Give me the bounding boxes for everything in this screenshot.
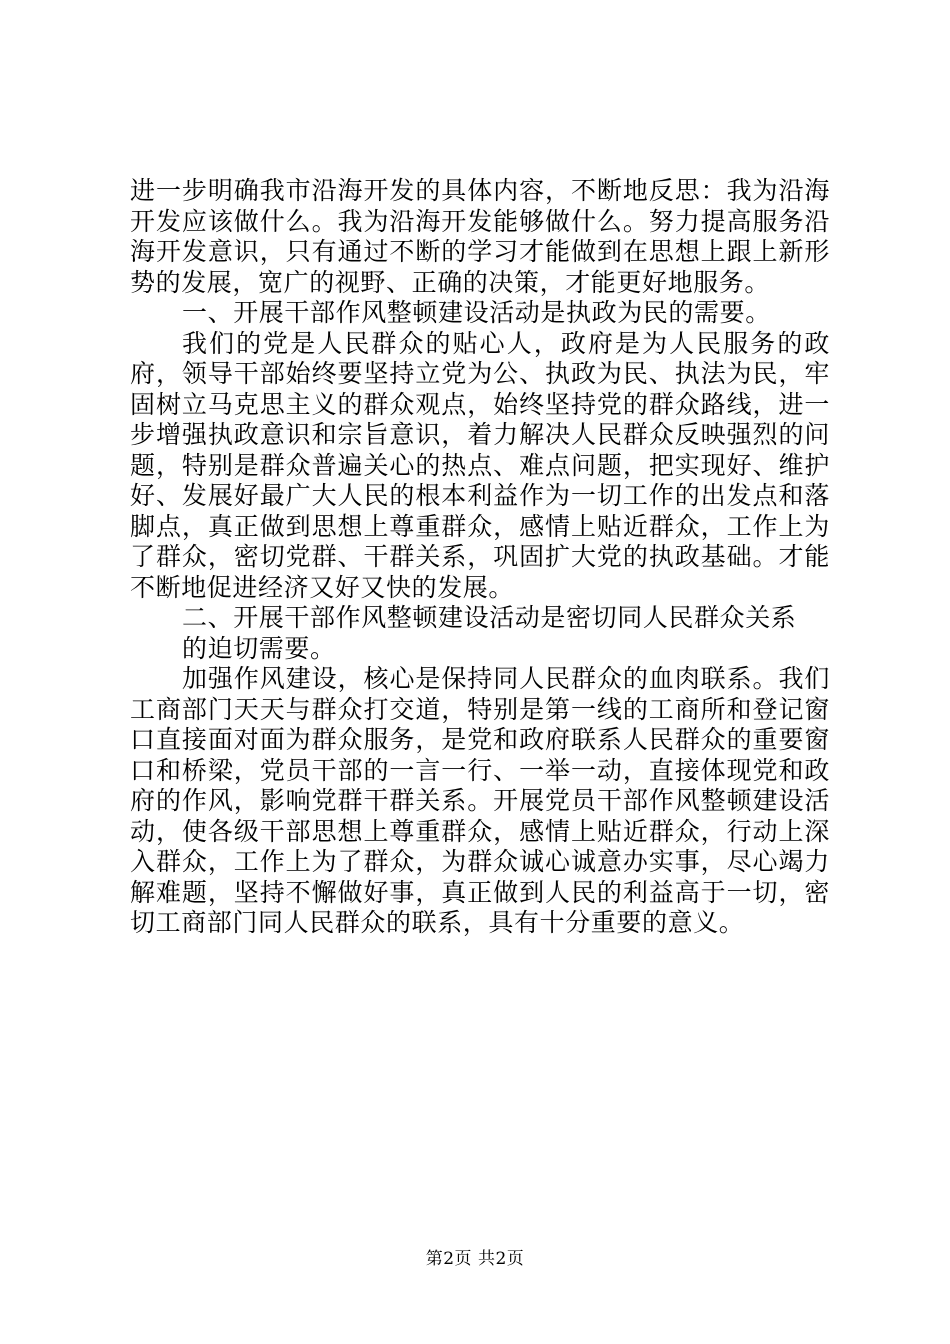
page-number-footer: 第2页 共2页: [425, 1249, 525, 1269]
section-heading-2-line1: 二、开展干部作风整顿建设活动是密切同人民群众关系: [182, 603, 797, 632]
document-body: [130, 176, 830, 939]
section-heading-2-line2: 的迫切需要。: [182, 633, 336, 663]
paragraph-intro: 进一步明确我市沿海开发的具体内容，不断地反思：我为沿海开发应该做什么。我为沿海开发能够做什么。努力提高服务沿海开发意识，只有通过不断的学习才能做到在思想上跟上新形势的发展，宽广的视野、正确的决策，才能更好地服务。: [130, 176, 830, 297]
paragraph-section-2: 加强作风建设，核心是保持同人民群众的血肉联系。我们工商部门天天与群众打交道，特别是第一线的工商所和登记窗口直接面对面为群众服务，是党和政府联系人民群众的重要窗口和桥梁，党员干部的一言一行、一举一动，直接体现党和政府的作风，影响党群干群关系。开展党员干部作风整顿建设活动，使各级干部思想上尊重群众，感情上贴近群众，行动上深入群众，工作上为了群众，为群众诚心诚意办实事，尽心竭力解难题，坚持不懈做好事，真正做到人民的利益高于一切，密切工商部门同人民群众的联系，具有十分重要的意义。: [130, 664, 830, 937]
section-heading-2: [130, 603, 830, 664]
section-heading-1: 一、开展干部作风整顿建设活动是执政为民的需要。: [182, 298, 771, 327]
paragraph-section-1: 我们的党是人民群众的贴心人，政府是为人民服务的政府，领导干部始终要坚持立党为公、执政为民、执法为民，牢固树立马克思主义的群众观点，始终坚持党的群众路线，进一步增强执政意识和宗旨意识，着力解决人民群众反映强烈的问题，特别是群众普遍关心的热点、难点问题，把实现好、维护好、发展好最广大人民的根本利益作为一切工作的出发点和落脚点，真正做到思想上尊重群众，感情上贴近群众，工作上为了群众，密切党群、干群关系，巩固扩大党的执政基础。才能不断地促进经济又好又快的发展。: [130, 328, 830, 602]
